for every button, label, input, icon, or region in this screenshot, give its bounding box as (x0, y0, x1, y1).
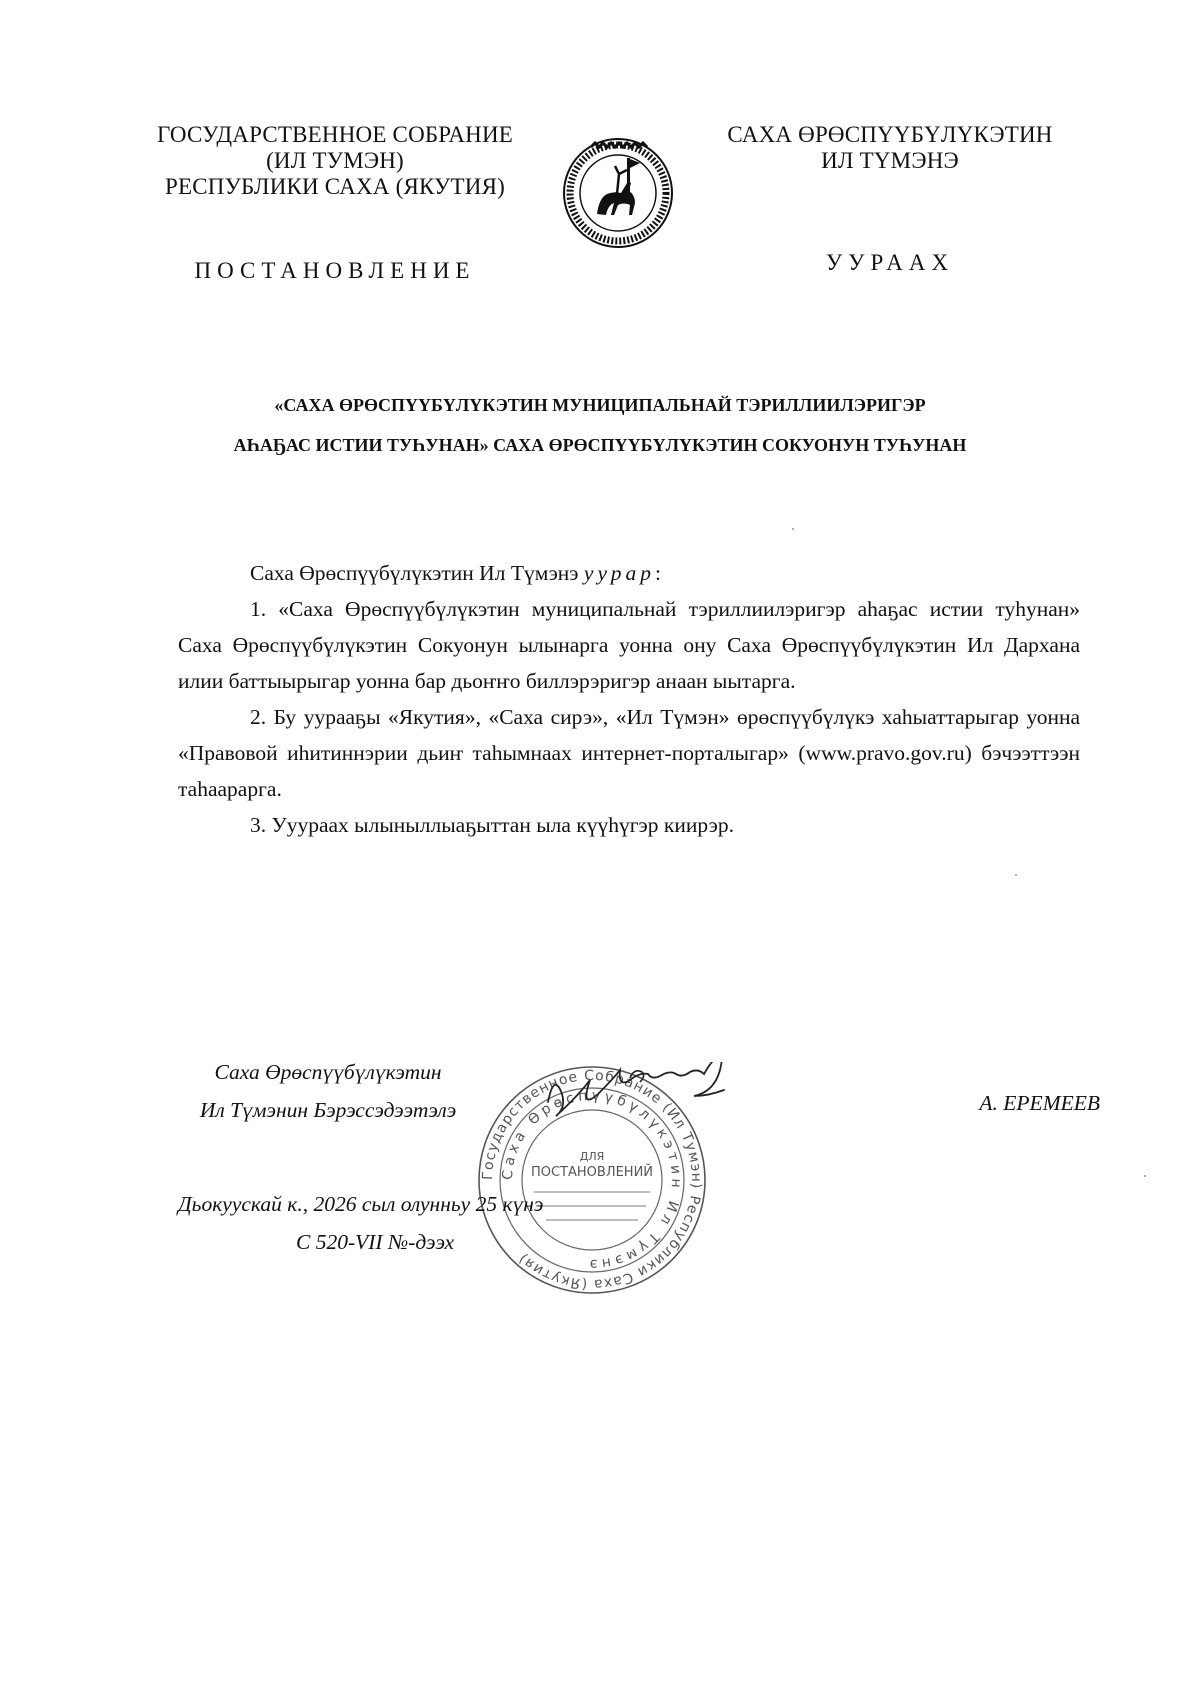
scan-speck (1144, 1175, 1146, 1177)
header-russian (140, 122, 530, 200)
paragraph-1: 1. «Саха Өрөспүүбүлүкэтин муниципальнай тэриллиилэригэр аһаҕас истии туһунан» Саха Өрөспүүбүлүкэтин Сокуонун ылынарга уонна ону Саха Өрөспүүбүлүкэтин Ил Дархана илии баттыырыгар уонна бар дьоҥҥо биллэрэригэр анаан ыытарга. (178, 597, 1080, 693)
title-line-2: АҺАҔАС ИСТИИ ТУҺУНАН» САХА ӨРӨСПҮҮБҮЛҮКЭТИН СОКУОНУН ТУҺУНАН (233, 435, 967, 455)
resolution-body (178, 555, 1080, 843)
signatory-position-line-2: Ил Түмэнин Бэрэссэдээтэлэ (199, 1098, 457, 1122)
stamp-center-word: ПОСТАНОВЛЕНИЙ (530, 1165, 654, 1180)
paragraph-2: 2. Бу уурааҕы «Якутия», «Саха сирэ», «Ил Түмэн» өрөспүүбүлүкэ хаһыаттарыгар уонна «Правовой иһитиннэрии дьиҥ таһымнаах интернет-порталыгар» (www.pravo.gov.ru) бэчээттээн таһаарарга. (178, 705, 1080, 801)
stamp-outer-text: Государственное Собрание (Ил Тумэн) Республики Саха (Якутия) (479, 1067, 705, 1293)
place-and-date: Дьокуускай к., 2026 сыл олунньу 25 күнэ (178, 1192, 544, 1216)
paragraph-3: 3. Ууураах ылыныллыаҕыттан ыла күүһүгэр киирэр. (250, 813, 735, 837)
resolution-title (150, 385, 1050, 465)
stamp-center-top: ДЛЯ (579, 1150, 605, 1163)
body-lead (178, 555, 1080, 591)
header-sakha (700, 122, 1080, 174)
header-russian-line-2: (ИЛ ТУМЭН) (266, 148, 404, 173)
handwritten-signature (540, 1062, 790, 1132)
signatory-position (178, 1053, 478, 1129)
doc-type-sakha: УУРААХ (825, 250, 955, 275)
place-date-number (178, 1185, 638, 1261)
lead-verb: уурар (583, 561, 655, 585)
lead-colon: : (654, 561, 661, 585)
lead-text: Саха Өрөспүүбүлүкэтин Ил Түмэнэ (250, 561, 584, 585)
header-sakha-line-2: ИЛ ТҮМЭНЭ (821, 148, 959, 173)
stamp-inner-text: Саха Өрөспүүбүлүкэтин Ил Түмэнэ (499, 1087, 685, 1273)
header-russian-line-3: РЕСПУБЛИКИ САХА (ЯКУТИЯ) (164, 174, 506, 199)
scan-speck (1015, 874, 1017, 876)
title-line-1: «САХА ӨРӨСПҮҮБҮЛҮКЭТИН МУНИЦИПАЛЬНАЙ ТЭРИЛЛИИЛЭРИГЭР (274, 395, 926, 415)
scan-speck (792, 528, 794, 530)
header-russian-line-1: ГОСУДАРСТВЕННОЕ СОБРАНИЕ (156, 122, 514, 147)
signatory-position-line-1: Саха Өрөспүүбүлүкэтин (214, 1060, 442, 1084)
header-sakha-line-1: САХА ӨРӨСПҮҮБҮЛҮКЭТИН (727, 122, 1053, 147)
signatory-name: А. ЕРЕМЕЕВ (979, 1091, 1100, 1115)
sakha-coat-of-arms-icon (561, 136, 675, 250)
resolution-number: С 520-VII №-дээх (296, 1230, 455, 1254)
doc-type-russian: ПОСТАНОВЛЕНИЕ (194, 258, 476, 283)
